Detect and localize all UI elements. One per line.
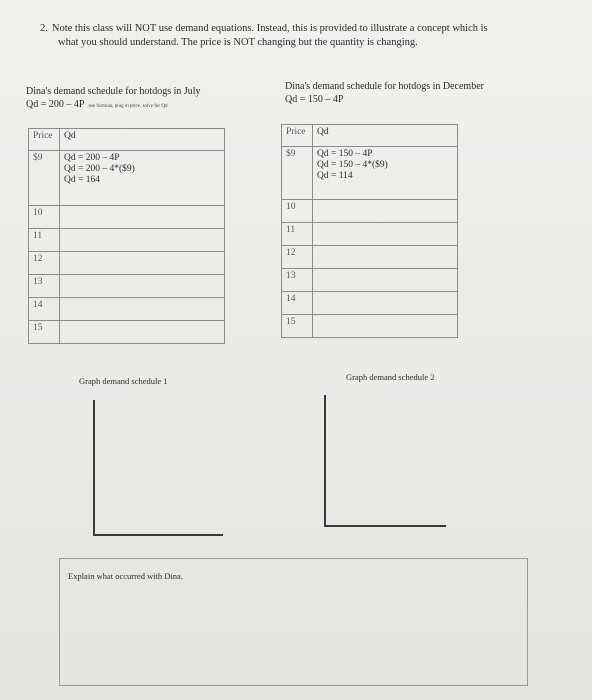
explain-label: Explain what occurred with Dina. <box>68 571 183 581</box>
price-cell: 10 <box>282 200 313 223</box>
table-row <box>282 223 458 246</box>
graph-2-label: Graph demand schedule 2 <box>346 372 435 382</box>
price-column-header: Price <box>282 125 313 147</box>
table-row <box>29 298 225 321</box>
quantity-cell[interactable] <box>60 206 225 229</box>
quantity-cell[interactable] <box>313 246 458 269</box>
price-cell: 12 <box>282 246 313 269</box>
table-row <box>29 151 225 206</box>
price-cell: $9 <box>282 147 313 200</box>
july-note: use formula, plug in price, solve for Qd <box>88 104 168 109</box>
question-line-2: what you should understand. The price is NOT changing but the quantity is changing. <box>58 37 418 48</box>
graph-1-label: Graph demand schedule 1 <box>79 376 168 386</box>
qty-column-header: Qd <box>60 129 225 151</box>
work-line: Qd = 164 <box>64 175 100 185</box>
table-row <box>29 252 225 275</box>
table-row <box>282 269 458 292</box>
quantity-cell[interactable] <box>313 147 458 200</box>
price-cell: 15 <box>282 315 313 338</box>
table-header-row <box>29 129 225 151</box>
work-line: Qd = 200 – 4*($9) <box>64 164 135 174</box>
table-row <box>282 246 458 269</box>
work-line: Qd = 150 – 4*($9) <box>317 160 388 170</box>
price-column-header: Price <box>29 129 60 151</box>
quantity-cell[interactable] <box>313 315 458 338</box>
quantity-cell[interactable] <box>60 151 225 206</box>
table-row <box>29 229 225 252</box>
price-cell: 12 <box>29 252 60 275</box>
question-number: 2. <box>40 23 48 34</box>
price-cell: 10 <box>29 206 60 229</box>
table-row <box>29 206 225 229</box>
qty-column-header: Qd <box>313 125 458 147</box>
graph-1-y-axis <box>93 400 95 535</box>
price-cell: 13 <box>282 269 313 292</box>
price-cell: 14 <box>29 298 60 321</box>
table-row <box>29 275 225 298</box>
quantity-cell[interactable] <box>60 229 225 252</box>
july-title: Dina's demand schedule for hotdogs in July <box>26 86 201 97</box>
july-schedule-table <box>28 128 225 344</box>
table-row <box>282 315 458 338</box>
graph-1-x-axis <box>93 534 223 536</box>
table-row <box>29 321 225 344</box>
december-title: Dina's demand schedule for hotdogs in December <box>285 81 484 92</box>
quantity-cell[interactable] <box>313 200 458 223</box>
price-cell: 13 <box>29 275 60 298</box>
july-header <box>26 85 201 113</box>
table-row <box>282 200 458 223</box>
table-row <box>282 292 458 315</box>
graph-2-x-axis <box>324 525 446 527</box>
table-header-row <box>282 125 458 147</box>
quantity-cell[interactable] <box>60 298 225 321</box>
price-cell: 15 <box>29 321 60 344</box>
price-cell: 11 <box>282 223 313 246</box>
graph-2-y-axis <box>324 395 326 526</box>
question-text <box>40 22 560 50</box>
work-line: Qd = 114 <box>317 171 353 181</box>
quantity-cell[interactable] <box>60 275 225 298</box>
december-equation: Qd = 150 – 4P <box>285 94 344 105</box>
quantity-cell[interactable] <box>60 321 225 344</box>
work-line: Qd = 150 – 4P <box>317 149 373 159</box>
quantity-cell[interactable] <box>313 269 458 292</box>
quantity-cell[interactable] <box>313 223 458 246</box>
december-header <box>285 80 484 106</box>
quantity-cell[interactable] <box>60 252 225 275</box>
price-cell: 11 <box>29 229 60 252</box>
quantity-cell[interactable] <box>313 292 458 315</box>
july-equation: Qd = 200 – 4P <box>26 99 85 110</box>
price-cell: $9 <box>29 151 60 206</box>
price-cell: 14 <box>282 292 313 315</box>
december-schedule-table <box>281 124 458 338</box>
question-line-1: Note this class will NOT use demand equations. Instead, this is provided to illustrate a concept which is <box>51 23 488 34</box>
work-line: Qd = 200 – 4P <box>64 153 120 163</box>
table-row <box>282 147 458 200</box>
explain-answer-box[interactable] <box>59 558 528 686</box>
